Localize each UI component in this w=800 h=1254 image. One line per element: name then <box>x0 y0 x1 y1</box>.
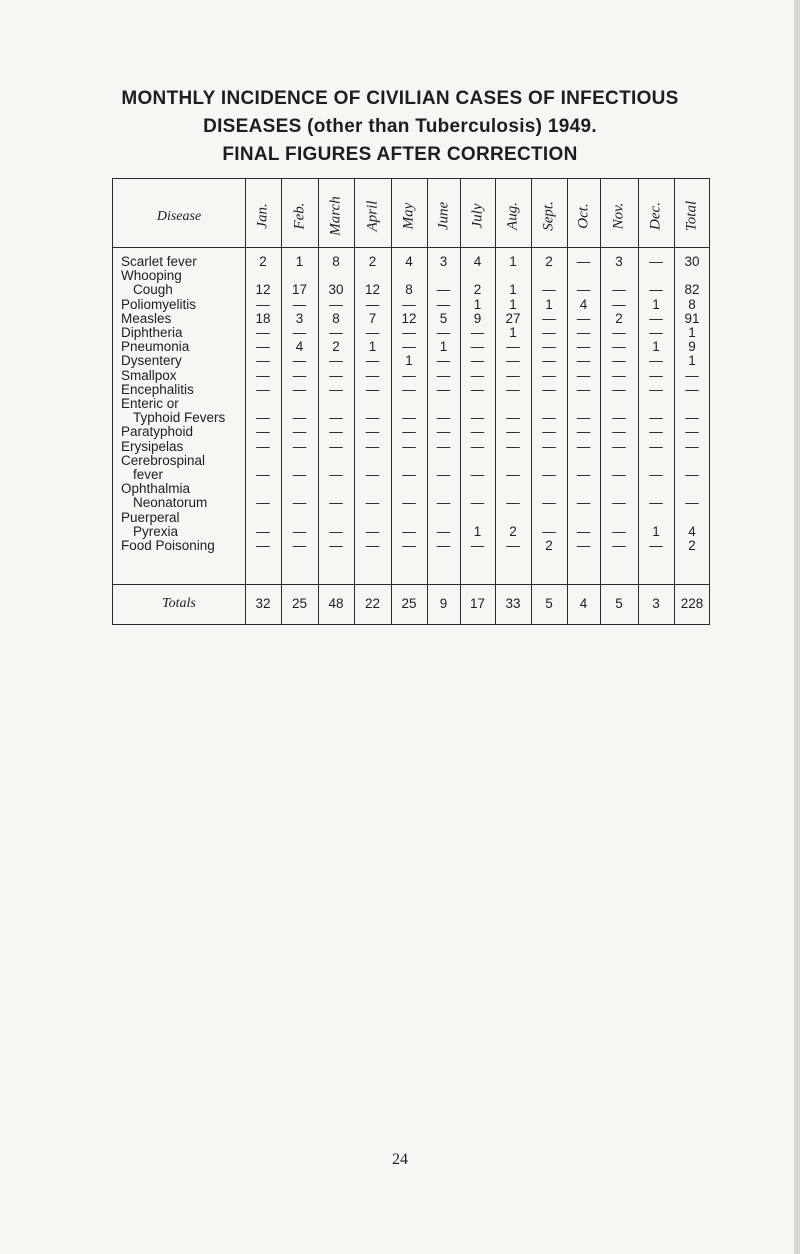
table-cell: — <box>365 467 380 482</box>
table-cell: — <box>612 523 626 539</box>
column-header-label: Aug. <box>504 202 521 230</box>
table-cell: — <box>436 353 451 369</box>
totals-cell: 33 <box>505 596 521 611</box>
table-cell: 4 <box>579 296 588 312</box>
disease-name: Erysipelas <box>121 438 184 454</box>
table-cell: — <box>329 438 343 454</box>
table-cell: — <box>256 495 270 511</box>
table-cell: — <box>612 353 626 369</box>
table-cell: — <box>506 353 520 369</box>
table-cell: — <box>436 381 451 397</box>
table-cell: 7 <box>368 310 377 326</box>
table-cell: — <box>292 325 307 340</box>
table-cell: — <box>506 339 520 355</box>
table-cell: — <box>685 467 699 482</box>
table-cell: 1 <box>652 296 660 312</box>
table-cell: — <box>256 296 270 312</box>
table-cell: — <box>365 538 380 553</box>
table-cell: — <box>506 424 520 440</box>
disease-name: Ophthalmia <box>121 481 191 497</box>
table-cell: — <box>576 538 591 553</box>
table-cell: — <box>612 296 626 312</box>
column-divider <box>531 179 532 624</box>
table-cell: 2 <box>332 339 340 355</box>
table-cell: — <box>649 282 663 298</box>
table-cell: — <box>292 296 307 312</box>
totals-cell: 25 <box>291 596 308 611</box>
table-cell: — <box>329 467 343 482</box>
disease-name: Smallpox <box>121 367 177 383</box>
table-cell: 1 <box>509 325 517 340</box>
table-cell: — <box>612 410 626 426</box>
column-header <box>531 187 567 245</box>
table-cell: — <box>365 438 380 454</box>
disease-name: Poliomyelitis <box>121 296 197 312</box>
table-cell: — <box>292 438 307 454</box>
disease-name: fever <box>133 467 164 482</box>
table-cell: — <box>685 367 699 383</box>
table-cell: — <box>506 495 520 511</box>
column-header-label: Nov. <box>610 202 627 230</box>
table-cell: — <box>612 367 626 383</box>
table-cell: — <box>576 467 591 482</box>
table-cell: — <box>576 495 591 511</box>
totals-cell: 228 <box>680 596 704 611</box>
table-cell: — <box>542 381 556 397</box>
totals-cell: 22 <box>364 596 381 611</box>
table-cell: — <box>612 538 626 553</box>
totals-cell: 5 <box>545 596 553 611</box>
table-cell: — <box>542 410 556 426</box>
totals-label: Totals <box>162 596 196 611</box>
table-cell: — <box>649 381 663 397</box>
table-cell: 12 <box>255 282 271 298</box>
table-cell: — <box>470 424 485 440</box>
disease-name: Food Poisoning <box>121 538 215 553</box>
table-cell: — <box>256 353 270 369</box>
disease-name: Diphtheria <box>121 325 183 340</box>
column-header <box>566 187 602 245</box>
disease-name: Puerperal <box>121 509 180 525</box>
table-cell: — <box>470 410 485 426</box>
table-cell: — <box>256 325 270 340</box>
table-cell: — <box>685 424 699 440</box>
table-cell: — <box>649 538 663 553</box>
table-cell: — <box>436 438 451 454</box>
column-header <box>355 187 391 245</box>
table-cell: 30 <box>328 282 344 298</box>
table-cell: — <box>402 410 416 426</box>
table-cell: — <box>542 467 556 482</box>
table-cell: — <box>576 438 591 454</box>
column-divider <box>460 179 461 624</box>
table-cell: 2 <box>545 538 553 553</box>
table-cell: 9 <box>473 310 482 326</box>
table-cell: — <box>292 523 307 539</box>
disease-name: Scarlet fever <box>121 254 197 269</box>
table-cell: 1 <box>295 254 304 269</box>
table-cell: — <box>542 325 556 340</box>
table-cell: — <box>470 353 485 369</box>
table-cell: — <box>292 495 307 511</box>
table-cell: — <box>402 367 416 383</box>
totals-cell: 17 <box>469 596 486 611</box>
table-cell: 3 <box>615 254 623 269</box>
table-cell: — <box>436 495 451 511</box>
table-cell: 4 <box>405 254 413 269</box>
disease-name: Typhoid Fevers <box>133 410 226 426</box>
table-cell: — <box>649 495 663 511</box>
table-cell: — <box>402 523 416 539</box>
table-cell: — <box>365 367 380 383</box>
table-cell: — <box>612 381 626 397</box>
column-header-label: Dec. <box>647 202 664 230</box>
column-header-label: June <box>435 201 451 231</box>
table-cell: — <box>436 424 451 440</box>
table-cell: — <box>576 424 591 440</box>
table-cell: 8 <box>688 296 696 312</box>
disease-name: Paratyphoid <box>121 424 194 440</box>
table-cell: — <box>292 467 307 482</box>
table-cell: — <box>576 310 591 326</box>
table-cell: — <box>542 495 556 511</box>
table-cell: — <box>470 495 485 511</box>
table-cell: — <box>365 381 380 397</box>
page-number: 24 <box>392 1151 408 1168</box>
column-header <box>460 187 496 245</box>
table-cell: — <box>292 410 307 426</box>
table-cell: — <box>576 353 591 369</box>
table-cell: — <box>436 410 451 426</box>
table-cell: — <box>365 410 380 426</box>
row-divider <box>113 584 709 585</box>
table-cell: 1 <box>688 325 696 340</box>
table-cell: 1 <box>368 339 377 355</box>
table-cell: 2 <box>368 254 377 269</box>
table-cell: 2 <box>473 282 482 298</box>
table-cell: 4 <box>473 254 482 269</box>
table-cell: — <box>576 325 591 340</box>
table-cell: — <box>649 367 663 383</box>
table-cell: — <box>329 538 343 553</box>
table-cell: — <box>436 367 451 383</box>
table-cell: — <box>542 438 556 454</box>
column-header <box>674 187 710 245</box>
table-cell: 1 <box>652 523 660 539</box>
page-edge <box>794 0 800 1254</box>
table-cell: — <box>612 495 626 511</box>
table-cell: 91 <box>684 310 700 326</box>
table-cell: 30 <box>684 254 700 269</box>
table-cell: — <box>649 325 663 340</box>
table-cell: 12 <box>401 310 417 326</box>
table-cell: — <box>649 438 663 454</box>
table-cell: — <box>436 296 451 312</box>
totals-cell: 9 <box>439 596 448 611</box>
table-cell: — <box>329 495 343 511</box>
column-divider <box>674 179 675 624</box>
table-cell: 4 <box>295 339 304 355</box>
table-cell: 2 <box>509 523 517 539</box>
table-cell: — <box>329 353 343 369</box>
table-cell: — <box>256 467 270 482</box>
table-cell: — <box>612 467 626 482</box>
table-cell: — <box>365 353 380 369</box>
table-cell: 2 <box>259 254 267 269</box>
table-cell: 1 <box>509 254 517 269</box>
disease-name: Whooping <box>121 268 182 284</box>
table-cell: — <box>436 282 451 298</box>
table-cell: — <box>649 410 663 426</box>
table-cell: 27 <box>505 310 521 326</box>
table-cell: — <box>436 467 451 482</box>
table-cell: — <box>685 410 699 426</box>
column-header-label: July <box>469 203 485 229</box>
table-cell: — <box>256 339 270 355</box>
table-cell: — <box>576 523 591 539</box>
column-header <box>245 187 281 245</box>
table-cell: — <box>365 296 380 312</box>
column-divider <box>638 179 639 624</box>
table-cell: — <box>402 325 416 340</box>
incidence-table <box>112 178 710 625</box>
table-cell: — <box>256 367 270 383</box>
table-cell: — <box>329 410 343 426</box>
table-cell: — <box>402 381 416 397</box>
table-cell: — <box>506 467 520 482</box>
column-header-label: Total <box>683 200 700 232</box>
table-cell: 3 <box>439 254 448 269</box>
page-title-line-3: FINAL FIGURES AFTER CORRECTION <box>222 144 578 165</box>
table-cell: — <box>612 325 626 340</box>
page-title-line-2: DISEASES (other than Tuberculosis) 1949. <box>203 116 597 137</box>
table-cell: 82 <box>684 282 700 298</box>
table-cell: — <box>649 310 663 326</box>
table-cell: — <box>576 282 591 298</box>
table-cell: — <box>542 424 556 440</box>
table-cell: 1 <box>405 353 413 369</box>
column-divider <box>567 179 568 624</box>
table-cell: — <box>685 381 699 397</box>
table-cell: — <box>685 495 699 511</box>
table-cell: — <box>402 296 416 312</box>
table-cell: — <box>470 467 485 482</box>
row-divider <box>113 247 709 248</box>
table-cell: 1 <box>509 282 517 298</box>
table-cell: — <box>256 410 270 426</box>
disease-column-header: Disease <box>156 209 202 224</box>
table-cell: — <box>649 353 663 369</box>
totals-cell: 48 <box>328 596 344 611</box>
totals-cell: 3 <box>652 596 660 611</box>
page-title-line-1: MONTHLY INCIDENCE OF CIVILIAN CASES OF INFECTIOUS <box>121 88 679 109</box>
table-cell: — <box>576 410 591 426</box>
disease-name: Measles <box>121 310 172 326</box>
column-header-label: Sept. <box>540 201 557 231</box>
table-cell: — <box>365 495 380 511</box>
table-cell: — <box>365 424 380 440</box>
table-cell: — <box>329 367 343 383</box>
table-cell: — <box>542 310 556 326</box>
table-cell: 1 <box>473 296 482 312</box>
table-cell: — <box>292 367 307 383</box>
disease-name: Enteric or <box>121 396 179 411</box>
table-cell: — <box>365 325 380 340</box>
column-divider <box>245 179 246 624</box>
table-cell: — <box>436 538 451 553</box>
column-divider <box>354 179 355 624</box>
column-header <box>318 187 354 245</box>
table-cell: — <box>576 381 591 397</box>
table-cell: — <box>612 282 626 298</box>
table-cell: — <box>329 424 343 440</box>
column-divider <box>318 179 319 624</box>
table-cell: — <box>506 538 520 553</box>
column-divider <box>281 179 282 624</box>
column-header <box>282 187 318 245</box>
disease-name: Encephalitis <box>121 381 194 397</box>
column-header-label: April <box>364 200 380 232</box>
table-cell: — <box>576 339 591 355</box>
table-cell: 1 <box>439 339 448 355</box>
table-cell: — <box>542 282 556 298</box>
column-divider <box>600 179 601 624</box>
table-cell: — <box>436 523 451 539</box>
totals-cell: 5 <box>615 596 623 611</box>
table-cell: — <box>506 438 520 454</box>
table-cell: 8 <box>332 310 340 326</box>
table-cell: — <box>576 254 591 269</box>
column-header-label: Feb. <box>291 202 307 230</box>
table-cell: — <box>506 367 520 383</box>
column-header <box>495 187 531 245</box>
table-cell: — <box>542 367 556 383</box>
table-cell: — <box>402 424 416 440</box>
table-cell: — <box>470 381 485 397</box>
table-cell: 12 <box>364 282 381 298</box>
table-cell: — <box>612 424 626 440</box>
table-cell: — <box>542 353 556 369</box>
table-cell: — <box>329 325 343 340</box>
table-cell: — <box>542 339 556 355</box>
table-cell: — <box>506 410 520 426</box>
table-cell: — <box>256 381 270 397</box>
table-cell: 8 <box>332 254 340 269</box>
table-cell: — <box>542 523 556 539</box>
table-cell: — <box>256 523 270 539</box>
disease-name: Cough <box>133 282 173 298</box>
table-cell: 1 <box>652 339 660 355</box>
table-cell: 8 <box>405 282 413 298</box>
disease-name: Pyrexia <box>133 523 179 539</box>
table-cell: — <box>470 325 485 340</box>
table-cell: — <box>402 438 416 454</box>
table-cell: 1 <box>473 523 482 539</box>
totals-cell: 4 <box>579 596 588 611</box>
table-cell: — <box>292 381 307 397</box>
column-header <box>391 187 427 245</box>
table-cell: — <box>436 325 451 340</box>
table-cell: — <box>402 467 416 482</box>
table-cell: 1 <box>545 296 553 312</box>
table-cell: 5 <box>439 310 448 326</box>
table-cell: — <box>685 438 699 454</box>
table-cell: — <box>292 353 307 369</box>
disease-name: Pneumonia <box>121 339 190 355</box>
table-cell: 2 <box>545 254 553 269</box>
table-cell: — <box>470 367 485 383</box>
table-cell: — <box>612 438 626 454</box>
table-cell: — <box>329 296 343 312</box>
table-cell: — <box>470 438 485 454</box>
table-cell: — <box>365 523 380 539</box>
table-cell: — <box>402 538 416 553</box>
table-cell: 9 <box>688 339 696 355</box>
table-cell: — <box>649 424 663 440</box>
table-cell: 1 <box>688 353 696 369</box>
table-cell: — <box>402 495 416 511</box>
table-cell: 18 <box>255 310 271 326</box>
table-cell: 1 <box>509 296 517 312</box>
column-header <box>426 187 462 245</box>
column-header-label: Oct. <box>575 203 591 229</box>
table-cell: — <box>612 339 626 355</box>
table-cell: — <box>470 339 485 355</box>
table-cell: — <box>256 438 270 454</box>
table-cell: 2 <box>688 538 696 553</box>
column-divider <box>427 179 428 624</box>
column-divider <box>391 179 392 624</box>
table-cell: — <box>256 424 270 440</box>
table-cell: — <box>506 381 520 397</box>
table-cell: — <box>402 339 416 355</box>
table-cell: — <box>329 523 343 539</box>
table-cell: — <box>329 381 343 397</box>
table-cell: 3 <box>295 310 304 326</box>
column-header <box>638 187 674 245</box>
column-header <box>601 187 637 245</box>
table-cell: — <box>292 538 307 553</box>
disease-name: Neonatorum <box>133 495 208 511</box>
totals-cell: 32 <box>255 596 271 611</box>
totals-cell: 25 <box>401 596 417 611</box>
table-cell: 17 <box>291 282 308 298</box>
table-cell: — <box>292 424 307 440</box>
table-cell: — <box>470 538 485 553</box>
column-header-label: Jan. <box>254 203 271 229</box>
column-divider <box>495 179 496 624</box>
disease-name: Dysentery <box>121 353 182 369</box>
table-cell: — <box>649 254 663 269</box>
column-header-label: March <box>327 196 344 236</box>
table-cell: 4 <box>688 523 696 539</box>
table-cell: — <box>576 367 591 383</box>
table-cell: 2 <box>615 310 623 326</box>
column-header-label: May <box>400 202 417 230</box>
table-cell: — <box>649 467 663 482</box>
disease-name: Cerebrospinal <box>121 452 206 468</box>
table-cell: — <box>256 538 270 553</box>
